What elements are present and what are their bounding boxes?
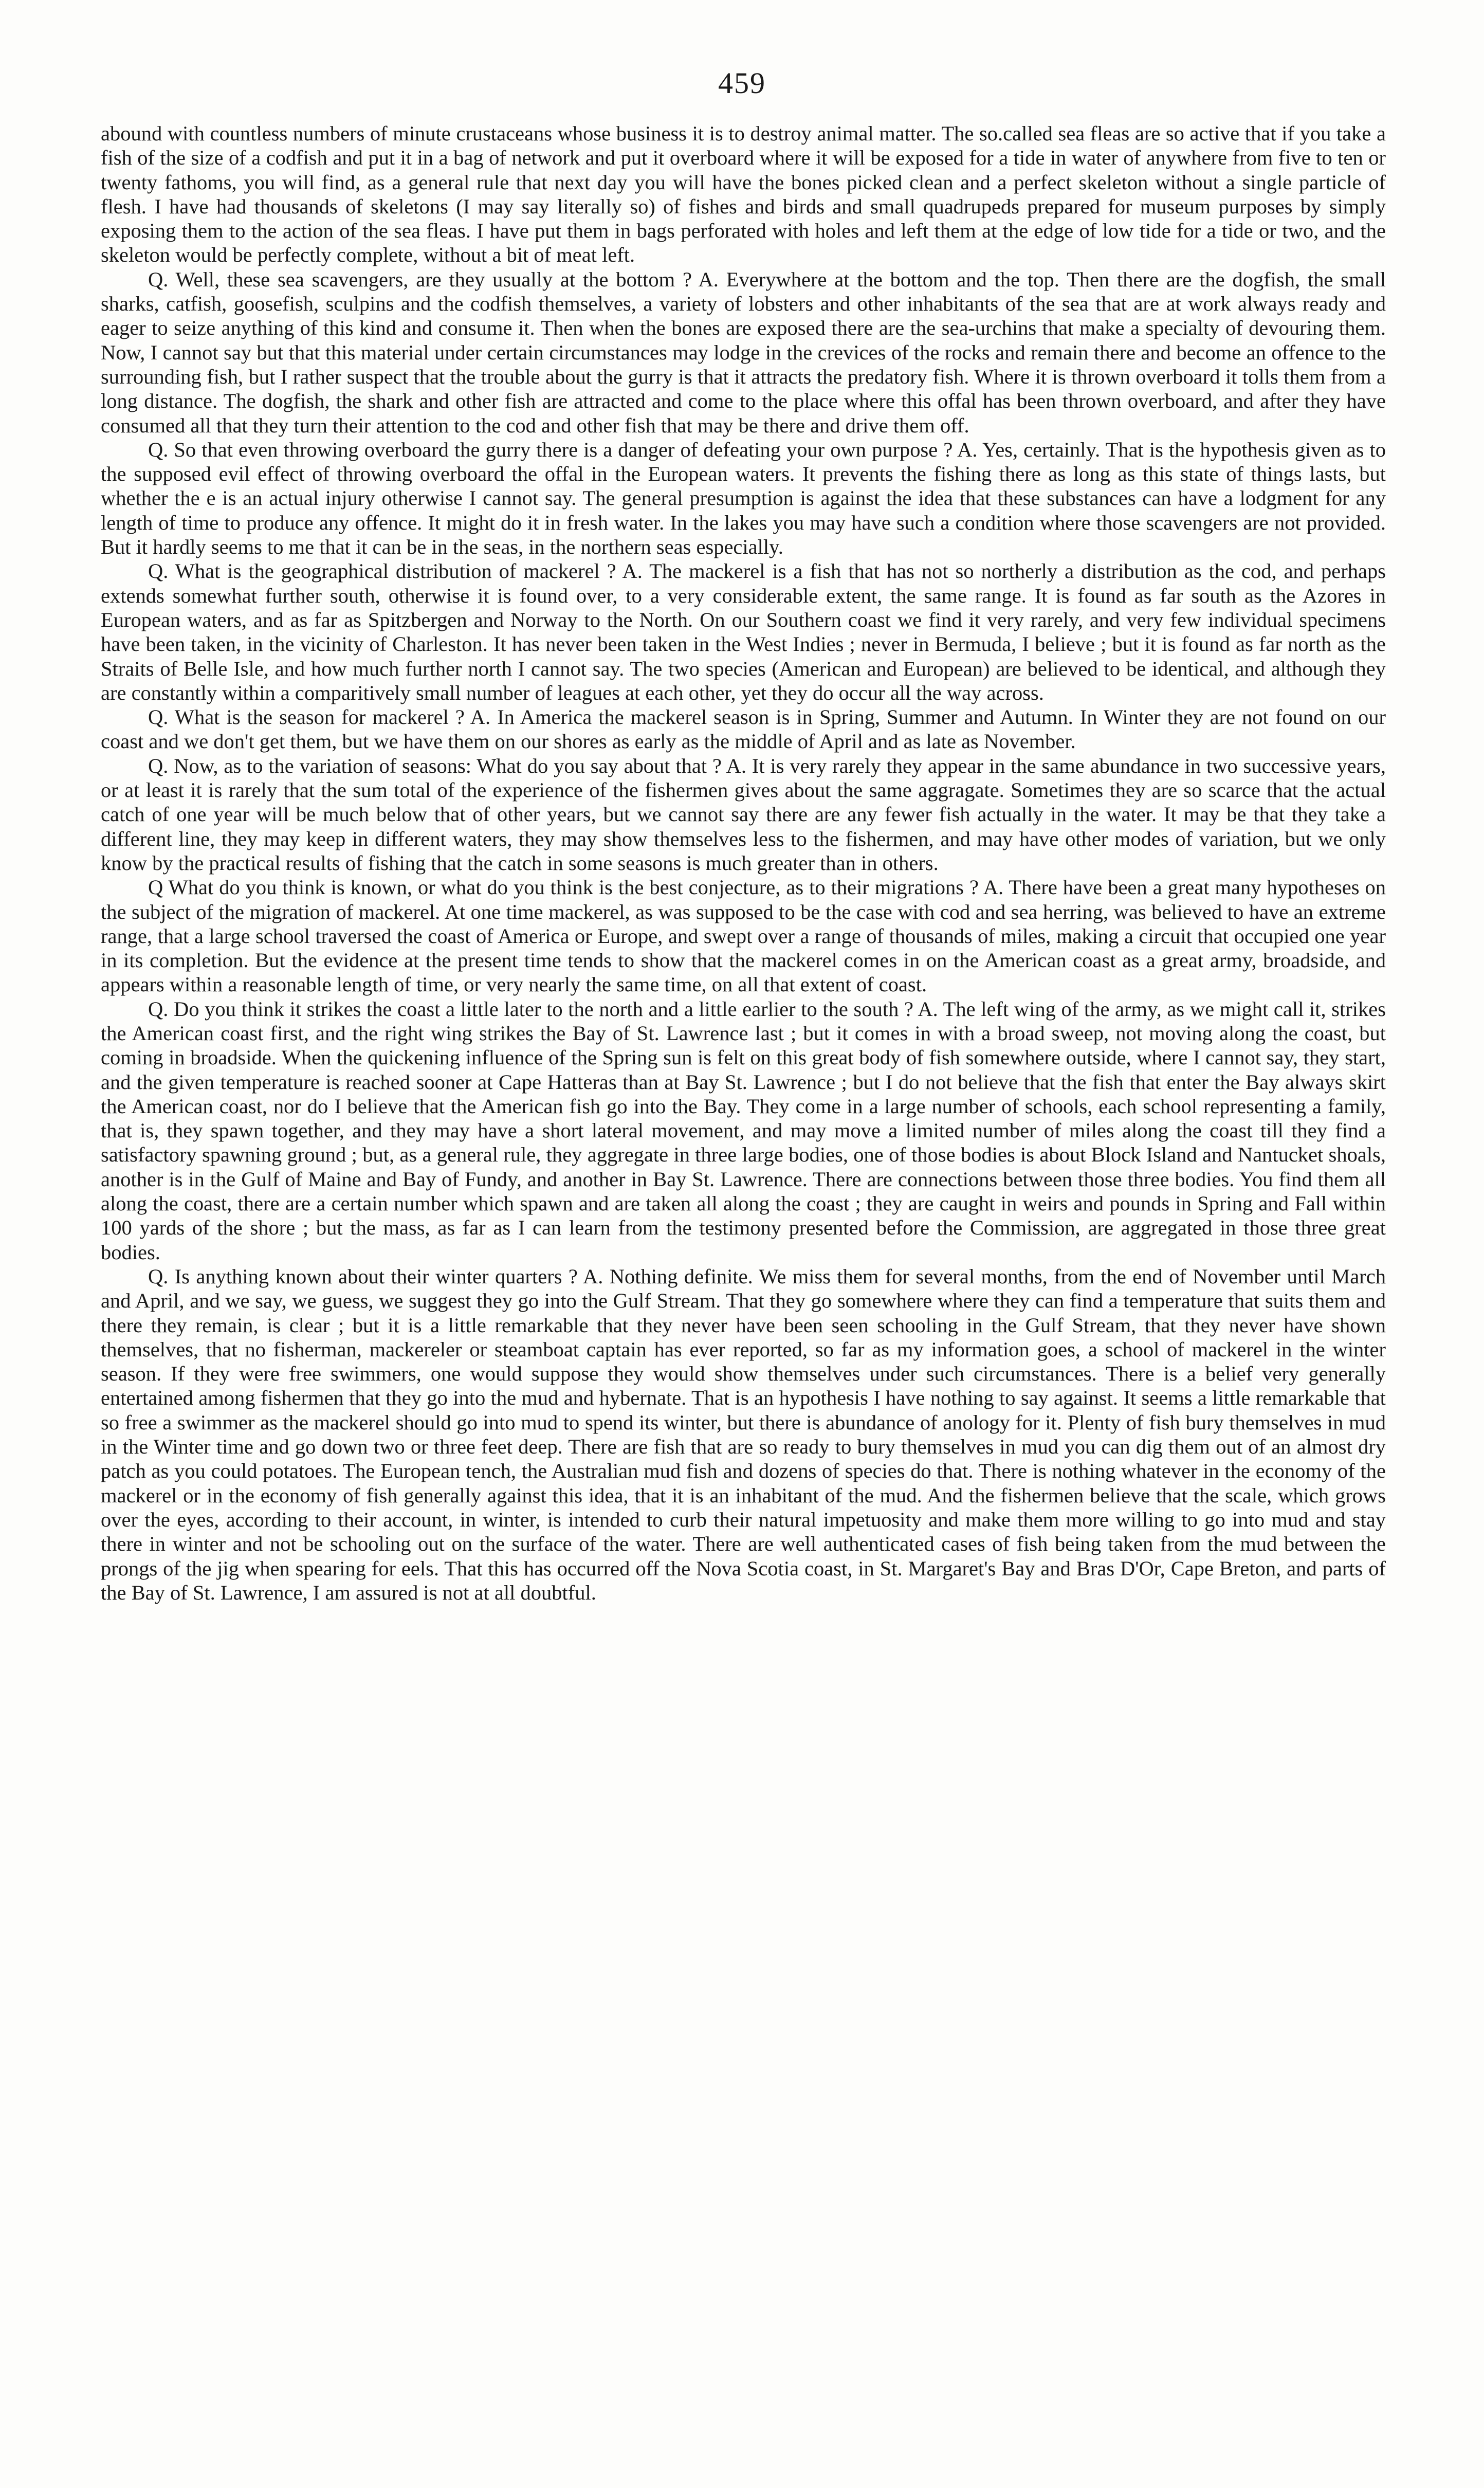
- page-number: 459: [718, 66, 766, 100]
- paragraph-migrations: Q What do you think is known, or what do you think is the best conjecture, as to their migrations ? A. There have been a great many hypotheses on the subject of the migration of mackerel. At one time mackerel, as was supposed to be the case with cod and sea herring, was believed to have an extreme range, that a large school traversed the coast of America or Europe, and swept over a range of thousands of miles, making a circuit that occupied one year in its completion. But the evidence at the present time tends to show that the mackerel comes in on the American coast as a great army, broadside, and appears within a reasonable length of time, or very nearly the same time, on all that extent of coast.: [101, 876, 1386, 996]
- paragraph-throwing-gurry: Q. So that even throwing overboard the gurry there is a danger of defeating your own purpose ? A. Yes, certainly. That is the hypothesis given as to the supposed evil effect of throwing overboard the offal in the European waters. It prevents the fishing there as long as this state of things lasts, but whether the e is an actual injury otherwise I cannot say. The general presumption is against the idea that these substances can have a lodgment for any length of time to produce any offence. It might do it in fresh water. In the lakes you may have such a condition where those scavengers are not provided. But it hardly seems to me that it can be in the seas, in the northern seas especially.: [101, 438, 1386, 559]
- paragraph-continuation: abound with countless numbers of minute crustaceans whose business it is to destroy animal matter. The so.called sea fleas are so active that if you take a fish of the size of a codfish and put it in a bag of network and put it overboard where it will be exposed for a tide in water of anywhere from five to ten or twenty fathoms, you will find, as a general rule that next day you will have the bones picked clean and a perfect skeleton without a single particle of flesh. I have had thousands of skeletons (I may say literally so) of fishes and birds and small quadrupeds prepared for museum purposes by simply exposing them to the action of the sea fleas. I have put them in bags perforated with holes and left them at the edge of low tide for a tide or two, and the skeleton would be perfectly complete, without a bit of meat left.: [101, 122, 1386, 267]
- paragraph-geographical-distribution: Q. What is the geographical distribution of mackerel ? A. The mackerel is a fish that has not so northerly a distribution as the cod, and perhaps extends somewhat further south, otherwise it is found over, to a very considerable extent, the same range. It is found as far south as the Azores in European waters, and as far as Spitzbergen and Norway to the North. On our Southern coast we find it very rarely, and very few individual specimens have been taken, in the vicinity of Charleston. It has never been taken in the West Indies ; never in Bermuda, I believe ; but it is found as far north as the Straits of Belle Isle, and how much further north I cannot say. The two species (American and European) are believed to be identical, and although they are constantly within a comparitively small number of leagues at each other, yet they do occur all the way across.: [101, 559, 1386, 704]
- paragraph-variation-of-seasons: Q. Now, as to the variation of seasons: What do you say about that ? A. It is very rarely they appear in the same abundance in two successive years, or at least it is rarely that the sum total of the experience of the fishermen gives about the same aggragate. Sometimes they are so scarce that the actual catch of one year will be much below that of other years, but we cannot say there are any fewer fish actually in the water. It may be that they take a different line, they may keep in different waters, they may show themselves less to the fishermen, and may have other modes of variation, but we only know by the practical results of fishing that the catch in some seasons is much greater than in others.: [101, 754, 1386, 875]
- body-text: [101, 121, 1386, 1605]
- paragraph-winter-quarters: Q. Is anything known about their winter quarters ? A. Nothing definite. We miss them for several months, from the end of November until March and April, and we say, we guess, we suggest they go into the Gulf Stream. That they go somewhere where they can find a temperature that suits them and there they remain, is clear ; but it is a little remarkable that they never have been seen schooling in the Gulf Stream, that they never have shown themselves, that no fisherman, mackereler or steamboat captain has ever reported, so far as my information goes, a school of mackerel in the winter season. If they were free swimmers, one would suppose they would show themselves under such circumstances. There is a belief very generally entertained among fishermen that they go into the mud and hybernate. That is an hypothesis I have nothing to say against. It seems a little remarkable that so free a swimmer as the mackerel should go into mud to spend its winter, but there is abundance of anology for it. Plenty of fish bury themselves in mud in the Winter time and go down two or three feet deep. There are fish that are so ready to bury themselves in mud you can dig them out of an almost dry patch as you could potatoes. The European tench, the Australian mud fish and dozens of species do that. There is nothing whatever in the economy of the mackerel or in the economy of fish generally against this idea, that it is an inhabitant of the mud. And the fishermen believe that the scale, which grows over the eyes, according to their account, in winter, is intended to curb their natural impetuosity and make them more willing to go into mud and stay there in winter and not be schooling out on the surface of the water. There are well authenticated cases of fish being taken from the mud between the prongs of the jig when spearing for eels. That this has occurred off the Nova Scotia coast, in St. Margaret's Bay and Bras D'Or, Cape Breton, and parts of the Bay of St. Lawrence, I am assured is not at all doubtful.: [101, 1264, 1386, 1604]
- paragraph-sea-scavengers: Q. Well, these sea scavengers, are they usually at the bottom ? A. Everywhere at the bottom and the top. Then there are the dogfish, the small sharks, catfish, goosefish, sculpins and the codfish themselves, a variety of lobsters and other inhabitants of the sea that are at work always ready and eager to seize anything of this kind and consume it. Then when the bones are exposed there are the sea-urchins that make a specialty of devouring them. Now, I cannot say but that this material under certain circumstances may lodge in the crevices of the rocks and remain there and become an offence to the surrounding fish, but I rather suspect that the trouble about the gurry is that it attracts the predatory fish. Where it is thrown overboard it tolls them from a long distance. The dogfish, the shark and other fish are attracted and come to the place where this offal has been thrown overboard, and after they have consumed all that they turn their attention to the cod and other fish that may be there and drive them off.: [101, 267, 1386, 437]
- paragraph-mackerel-season: Q. What is the season for mackerel ? A. In America the mackerel season is in Spring, Summer and Autumn. In Winter they are not found on our coast and we don't get them, but we have them on our shores as early as the middle of April and as late as November.: [101, 705, 1386, 753]
- paragraph-coast-arrival: Q. Do you think it strikes the coast a little later to the north and a little earlier to the south ? A. The left wing of the army, as we might call it, strikes the American coast first, and the right wing strikes the Bay of St. Lawrence last ; but it comes in with a broad sweep, not moving along the coast, but coming in broadside. When the quickening influence of the Spring sun is felt on this great body of fish somewhere outside, where I cannot say, they start, and the given temperature is reached sooner at Cape Hatteras than at Bay St. Lawrence ; but I do not believe that the fish that enter the Bay always skirt the American coast, nor do I believe that the American fish go into the Bay. They come in a large number of schools, each school representing a family, that is, they spawn together, and they may have a short lateral movement, and may move a limited number of miles along the coast till they find a satisfactory spawning ground ; but, as a general rule, they aggregate in three large bodies, one of those bodies is about Block Island and Nantucket shoals, another is in the Gulf of Maine and Bay of Fundy, and another in Bay St. Lawrence. There are connections between those three bodies. You find them all along the coast, there are a certain number which spawn and are taken all along the coast ; they are caught in weirs and pounds in Spring and Fall within 100 yards of the shore ; but the mass, as far as I can learn from the testimony presented before the Commission, are aggregated in those three great bodies.: [101, 997, 1386, 1264]
